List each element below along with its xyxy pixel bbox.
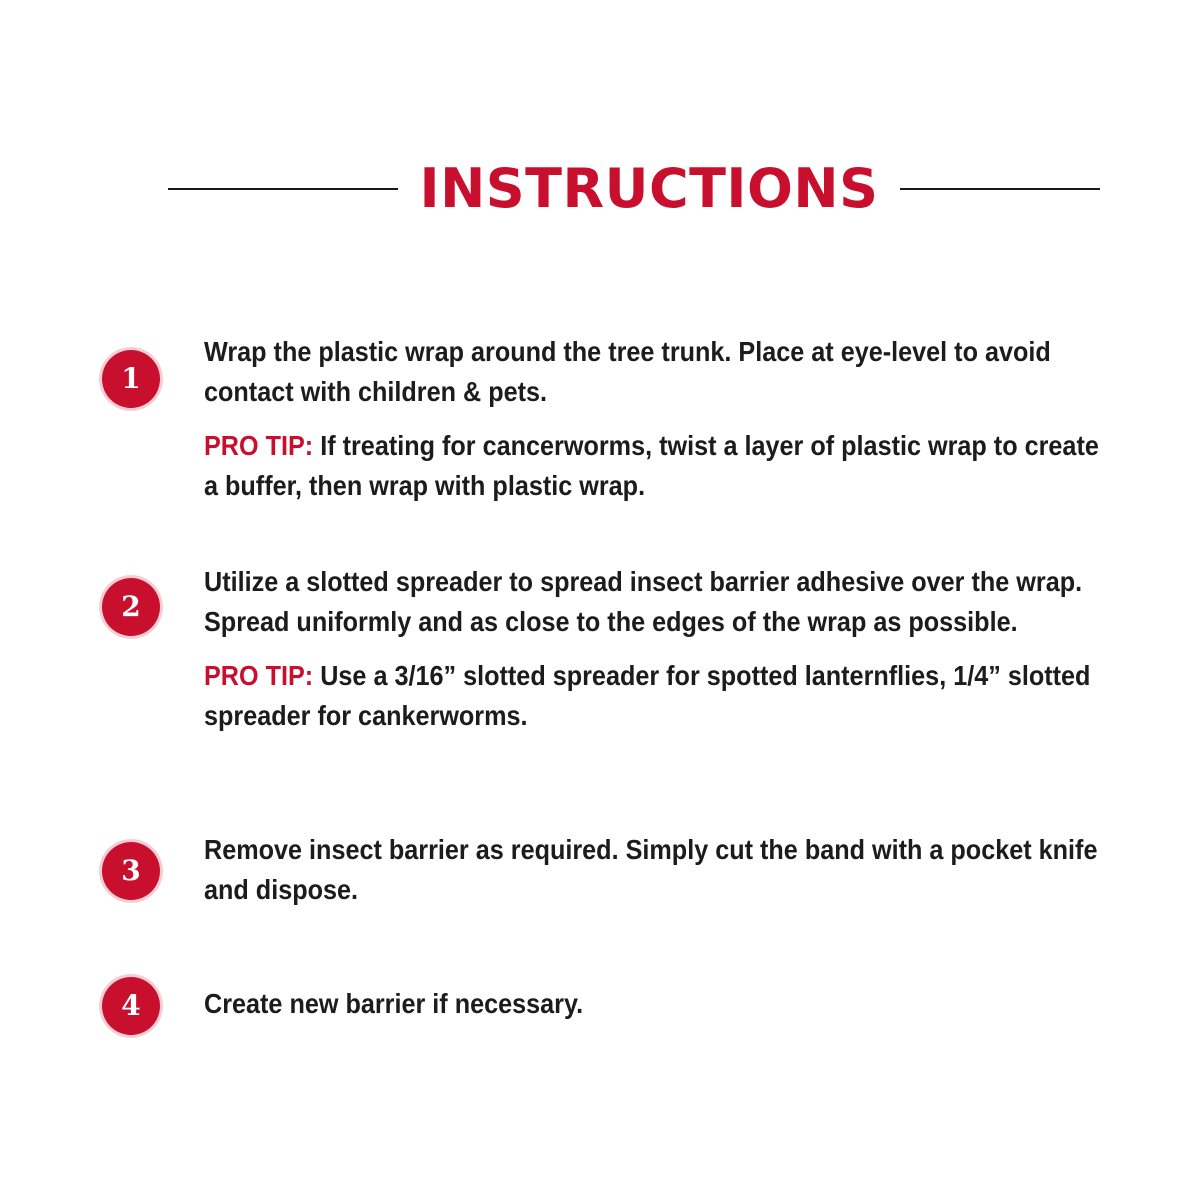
step-number-badge: 3: [102, 842, 160, 900]
step-body: [204, 562, 1091, 736]
step-text: Create new barrier if necessary.: [204, 988, 584, 1019]
pro-tip-text: Use a 3/16” slotted spreader for spotted lanternflies, 1/4” slotted spreader for cankerworms.: [204, 660, 1091, 731]
step-body: [204, 332, 1099, 506]
step-body: [204, 984, 1014, 1024]
pro-tip-label: PRO TIP:: [204, 660, 314, 691]
pro-tip-text: If treating for cancerworms, twist a layer of plastic wrap to create a buffer, then wrap with plastic wrap.: [204, 430, 1099, 501]
step-text: Wrap the plastic wrap around the tree trunk. Place at eye-level to avoid contact with children & pets.: [204, 336, 1051, 407]
step-number-badge: 4: [102, 977, 160, 1035]
pro-tip-label: PRO TIP:: [204, 430, 314, 461]
step-text: Remove insect barrier as required. Simply cut the band with a pocket knife and dispose.: [204, 834, 1098, 905]
step-body: [204, 830, 1098, 910]
header-rule-left: [168, 188, 398, 190]
page-title: INSTRUCTIONS: [419, 157, 879, 220]
step-number-badge: 1: [102, 350, 160, 408]
step-number-badge: 2: [102, 578, 160, 636]
header-rule-right: [900, 188, 1100, 190]
instructions-header: [0, 150, 1200, 230]
pro-tip: [204, 426, 1104, 506]
pro-tip: [204, 656, 1104, 736]
step-text: Utilize a slotted spreader to spread insect barrier adhesive over the wrap. Spread uniformly and as close to the edges of the wrap as possible.: [204, 566, 1083, 637]
